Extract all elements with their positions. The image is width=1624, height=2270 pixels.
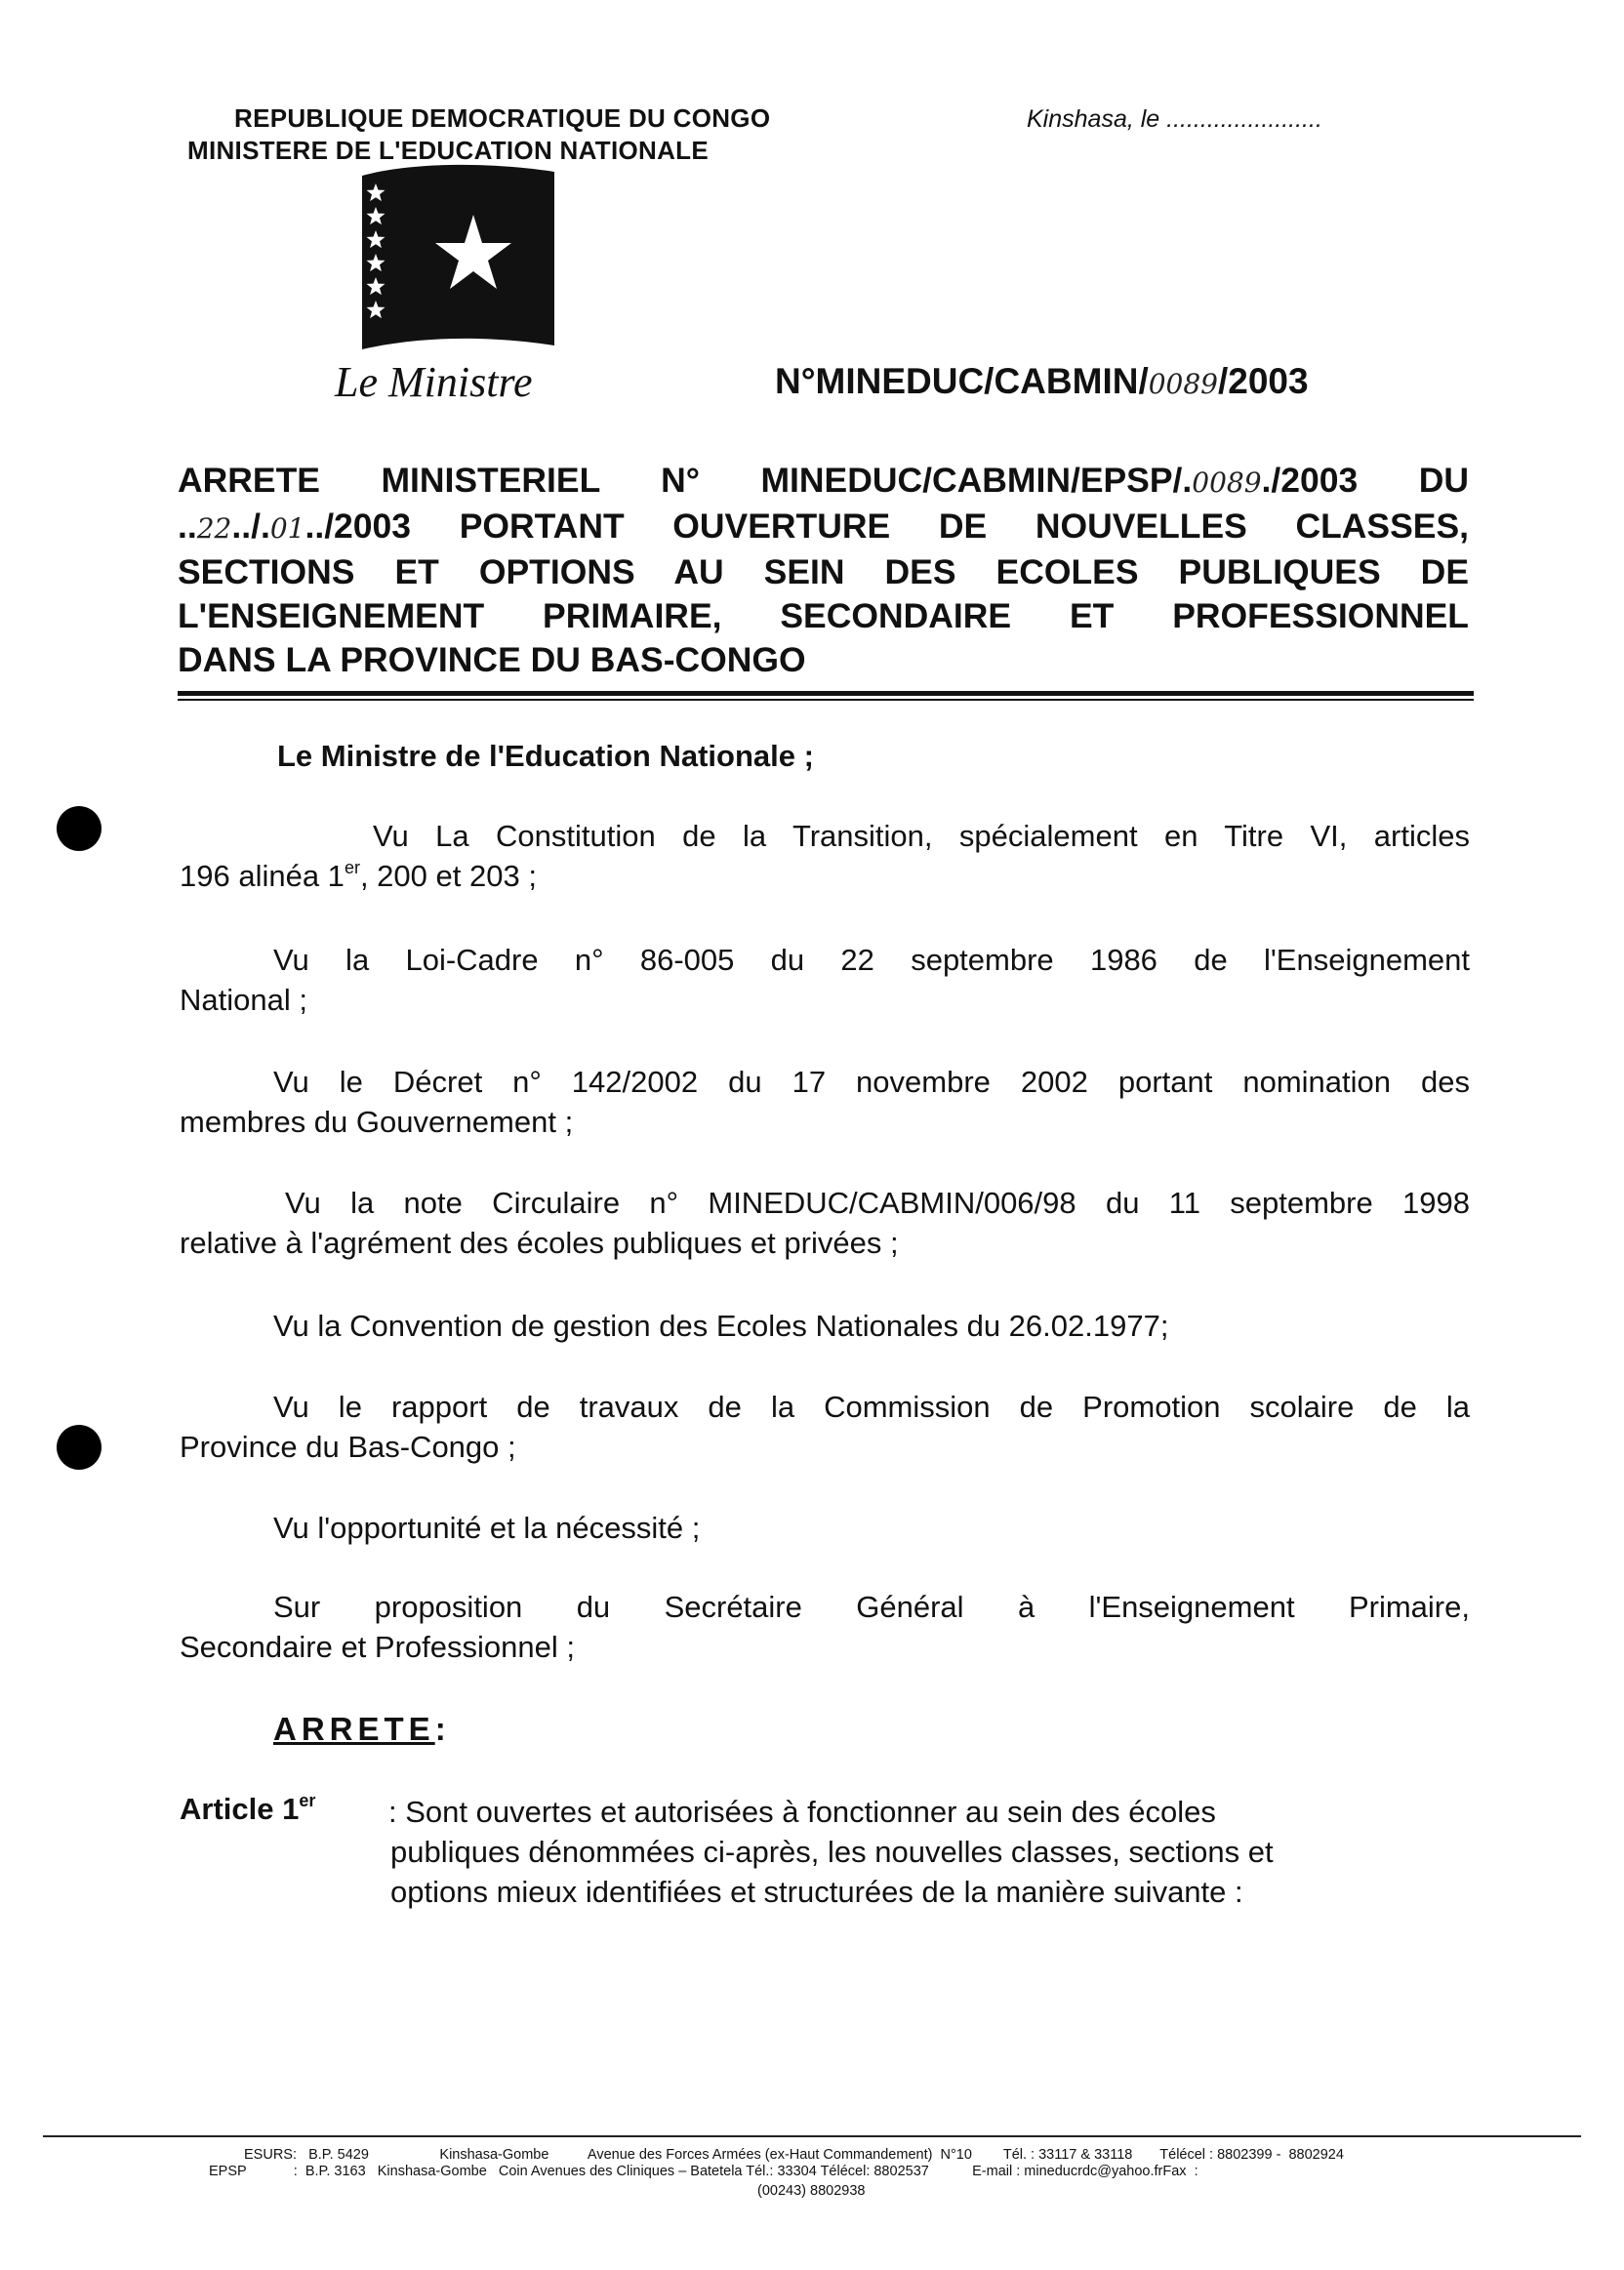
title-underline-thin xyxy=(178,699,1474,701)
footer-line-2: EPSP : B.P. 3163 Kinshasa-Gombe Coin Avenues des Cliniques – Batetela Tél.: 33304 Télécel: 8802537 E-mail : mineducrdc@yahoo.frFax : xyxy=(209,2164,1198,2179)
title-line-1: ARRETE MINISTERIEL N° MINEDUC/CABMIN/EPSP/.0089./2003 DU xyxy=(178,461,1469,500)
consideration-8: Sur proposition du Secrétaire Général à l'Enseignement Primaire, Secondaire et Professionnel ; xyxy=(180,1590,1470,1664)
article-1-text: : Sont ouvertes et autorisées à fonctionner au sein des écoles publiques dénommées ci-après, les nouvelles classes, sections et options mieux identifiées et structurées de la manière suivante : xyxy=(388,1795,1274,1909)
consideration-2: Vu la Loi-Cadre n° 86-005 du 22 septembre 1986 de l'Enseignement National ; xyxy=(180,943,1470,1017)
consideration-3: Vu le Décret n° 142/2002 du 17 novembre 2002 portant nomination des membres du Gouvernement ; xyxy=(180,1065,1470,1139)
arrete-heading: ARRETE: xyxy=(273,1711,446,1747)
title-handwritten-month: 01 xyxy=(269,512,305,545)
consideration-4: Vu la note Circulaire n° MINEDUC/CABMIN/006/98 du 11 septembre 1998 relative à l'agrément des écoles publiques et privées ; xyxy=(180,1186,1470,1260)
title-handwritten-number: 0089 xyxy=(1192,466,1262,499)
title-underline-thick xyxy=(178,691,1474,696)
footer-line-3: (00243) 8802938 xyxy=(757,2183,866,2199)
reference-suffix: /2003 xyxy=(1217,361,1309,401)
drc-flag-emblem-icon xyxy=(354,164,556,351)
consideration-7: Vu l'opportunité et la nécessité ; xyxy=(273,1511,701,1545)
decree-title xyxy=(178,459,1469,682)
minister-line: Le Ministre de l'Education Nationale ; xyxy=(277,739,814,773)
reference-handwritten-number: 0089 xyxy=(1148,368,1218,400)
minister-title: Le Ministre xyxy=(335,358,533,406)
consideration-5: Vu la Convention de gestion des Ecoles Nationales du 26.02.1977; xyxy=(273,1309,1169,1343)
punch-hole-bottom xyxy=(57,1425,102,1470)
reference-prefix: N°MINEDUC/CABMIN/ xyxy=(775,361,1149,401)
title-line-2: ..22../.01../2003 PORTANT OUVERTURE DE NOUVELLES CLASSES, xyxy=(178,507,1469,546)
reference-number xyxy=(775,361,1309,402)
footer-line-1: ESURS: B.P. 5429 Kinshasa-Gombe Avenue des Forces Armées (ex-Haut Commandement) N°10 Tél. : 33117 & 33118 Télécel : 8802399 - 8802924 xyxy=(244,2147,1344,2163)
footer-rule xyxy=(43,2135,1581,2137)
place-date: Kinshasa, le ....................... xyxy=(1027,105,1322,133)
title-line-3: SECTIONS ET OPTIONS AU SEIN DES ECOLES PUBLIQUES DE xyxy=(178,552,1469,591)
consideration-1: Vu La Constitution de la Transition, spécialement en Titre VI, articles 196 alinéa 1er, 200 et 203 ; xyxy=(180,819,1470,893)
article-1-label: Article 1er xyxy=(180,1791,316,1826)
punch-hole-top xyxy=(57,806,102,851)
title-line-5: DANS LA PROVINCE DU BAS-CONGO xyxy=(178,640,806,679)
title-handwritten-day: 22 xyxy=(196,512,232,545)
title-line-4: L'ENSEIGNEMENT PRIMAIRE, SECONDAIRE ET PROFESSIONNEL xyxy=(178,596,1469,635)
consideration-6: Vu le rapport de travaux de la Commission de Promotion scolaire de la Province du Bas-Congo ; xyxy=(180,1390,1470,1464)
republic-name: REPUBLIQUE DEMOCRATIQUE DU CONGO xyxy=(234,103,771,133)
ministry-name: MINISTERE DE L'EDUCATION NATIONALE xyxy=(187,136,709,165)
